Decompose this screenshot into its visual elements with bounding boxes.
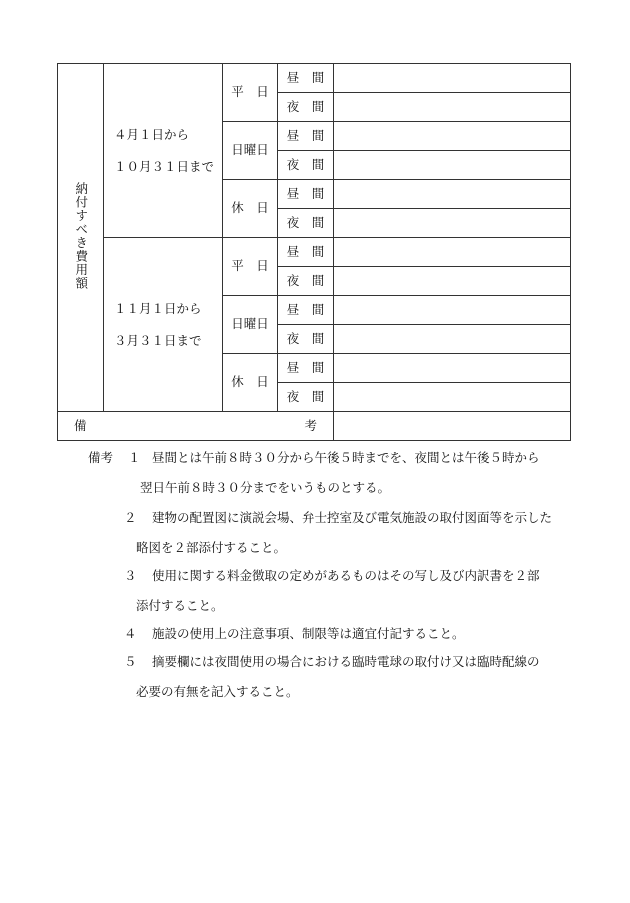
note-number: ３ [124,568,137,583]
note-number: ２ [124,510,137,525]
amount-cell[interactable] [334,93,571,122]
slot-label: 昼 間 [278,296,334,325]
amount-cell[interactable] [334,64,571,93]
amount-cell[interactable] [334,354,571,383]
period-start: １１月１日から [114,300,202,316]
remarks-label-cell [58,412,334,441]
amount-cell[interactable] [334,383,571,412]
day-type-cell: 休 日 [223,354,278,412]
remarks-cell[interactable] [334,412,571,441]
note-text: 摘要欄には夜間使用の場合における臨時電球の取付け又は臨時配線の [152,654,540,669]
fee-table [57,63,571,441]
slot-label: 夜 間 [278,93,334,122]
slot-label: 夜 間 [278,267,334,296]
slot-label: 昼 間 [278,64,334,93]
slot-label: 昼 間 [278,180,334,209]
day-type-cell: 平 日 [223,238,278,296]
slot-label: 夜 間 [278,209,334,238]
note-text-cont: 翌日午前８時３０分までをいうものとする。 [140,480,391,495]
note-text: 施設の使用上の注意事項、制限等は適宜付記すること。 [152,626,465,641]
amount-cell[interactable] [334,151,571,180]
note-text: 使用に関する料金徴取の定めがあるものはその写し及び内訳書を２部 [152,568,540,583]
slot-label: 夜 間 [278,383,334,412]
note-text: 建物の配置図に演説会場、弁士控室及び電気施設の取付図面等を示した [152,510,553,525]
note-number: ４ [124,626,137,641]
remarks-label-left: 備 [74,418,87,433]
notes-heading: 備考 [88,450,114,465]
remarks-label-right: 考 [304,418,317,433]
amount-cell[interactable] [334,238,571,267]
day-type-cell: 平 日 [223,64,278,122]
amount-cell[interactable] [334,267,571,296]
amount-cell[interactable] [334,325,571,354]
note-text-cont: 略図を２部添付すること。 [136,540,287,555]
day-type-cell: 日曜日 [223,122,278,180]
slot-label: 昼 間 [278,238,334,267]
amount-cell[interactable] [334,296,571,325]
amount-cell[interactable] [334,180,571,209]
period-end: ３月３１日まで [114,332,202,348]
note-text-cont: 添付すること。 [136,598,224,613]
slot-label: 昼 間 [278,354,334,383]
note-text-cont: 必要の有無を記入すること。 [136,684,299,699]
note-number: ５ [124,654,137,669]
period-cell [104,238,223,412]
amount-cell[interactable] [334,122,571,151]
note-text: 昼間とは午前８時３０分から午後５時までを、夜間とは午後５時から [152,450,540,465]
period-cell [104,64,223,238]
day-type-cell: 日曜日 [223,296,278,354]
amount-cell[interactable] [334,209,571,238]
period-end: １０月３１日まで [114,158,215,174]
row-header-cell [58,64,104,412]
slot-label: 昼 間 [278,122,334,151]
period-start: ４月１日から [114,126,190,142]
slot-label: 夜 間 [278,151,334,180]
day-type-cell: 休 日 [223,180,278,238]
slot-label: 夜 間 [278,325,334,354]
note-number: １ [128,450,141,465]
row-header-label: 納付すべき費用額 [73,182,89,291]
